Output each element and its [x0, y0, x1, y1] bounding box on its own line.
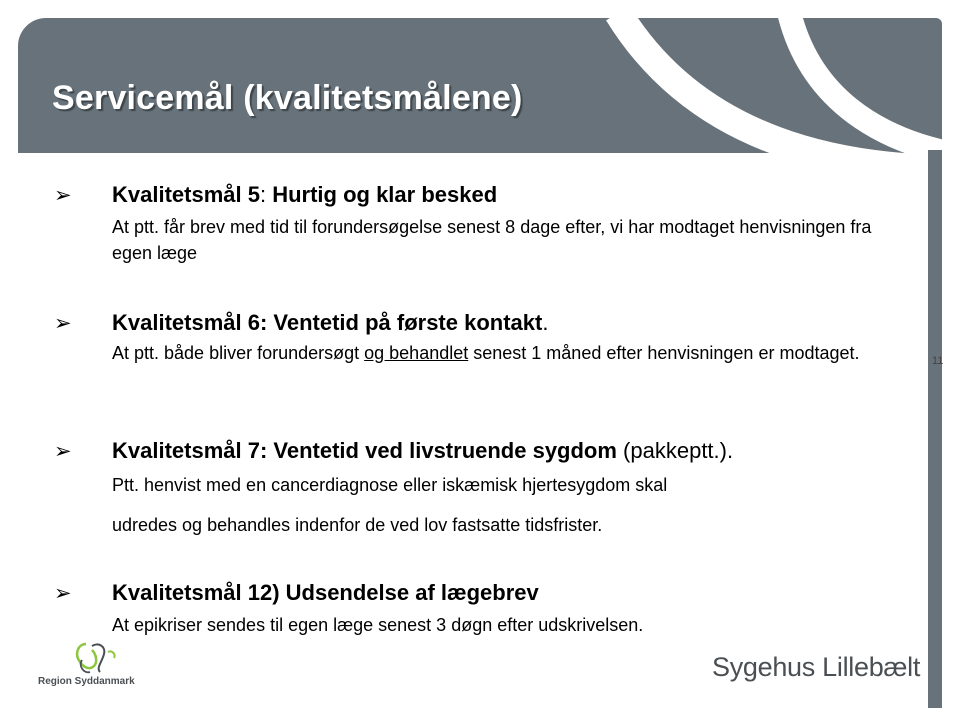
item-body: At ptt. får brev med tid til forundersøgelse senest 8 dage efter, vi har modtaget henvisningen fra egen læge — [112, 217, 872, 263]
arrow-bullet-icon: ➢ — [54, 582, 72, 605]
page-number: 11 — [932, 355, 944, 367]
item-heading — [112, 438, 733, 464]
item-heading-text: Kvalitetsmål 6: Ventetid på første kontakt — [112, 310, 543, 335]
arrow-bullet-icon: ➢ — [54, 440, 72, 463]
region-logo-text: Region Syddanmark — [38, 676, 135, 687]
item-heading — [112, 310, 548, 336]
region-syddanmark-logo — [34, 640, 144, 688]
item-body-end: senest 1 måned efter henvisningen er modtaget. — [468, 343, 860, 363]
slide-right-band — [928, 150, 942, 708]
item-body — [112, 340, 872, 366]
item-heading-tail: (pakkeptt.). — [616, 438, 734, 463]
item-body: At epikriser sendes til egen læge senest 3 døgn efter udskrivelsen. — [112, 615, 644, 635]
item-heading-text: Kvalitetsmål 7: Ventetid ved livstruende sygdom — [112, 438, 617, 463]
item-heading: Kvalitetsmål 12) Udsendelse af lægebrev — [112, 580, 539, 605]
item-body-underlined: og behandlet — [364, 343, 469, 363]
item-heading-rest: Hurtig og klar besked — [266, 182, 498, 207]
item-body-line-1: Ptt. henvist med en cancerdiagnose eller iskæmisk hjertesygdom skal — [112, 475, 668, 495]
item-heading-separator: : — [259, 182, 267, 207]
arrow-bullet-icon: ➢ — [54, 312, 72, 335]
sygehus-lillebaelt-logo: Sygehus Lillebælt — [712, 652, 921, 682]
item-body-line-2: udredes og behandles indenfor de ved lov fastsatte tidsfrister. — [112, 515, 603, 535]
item-heading — [112, 182, 497, 208]
item-heading-tail: . — [542, 310, 549, 335]
arrow-bullet-icon: ➢ — [54, 184, 72, 207]
item-heading-label: Kvalitetsmål 5 — [112, 182, 260, 207]
item-body-start: At ptt. både bliver forundersøgt — [112, 343, 365, 363]
region-logo-mark-icon — [34, 640, 144, 676]
slide-title: Servicemål (kvalitetsmålene) — [52, 79, 523, 117]
